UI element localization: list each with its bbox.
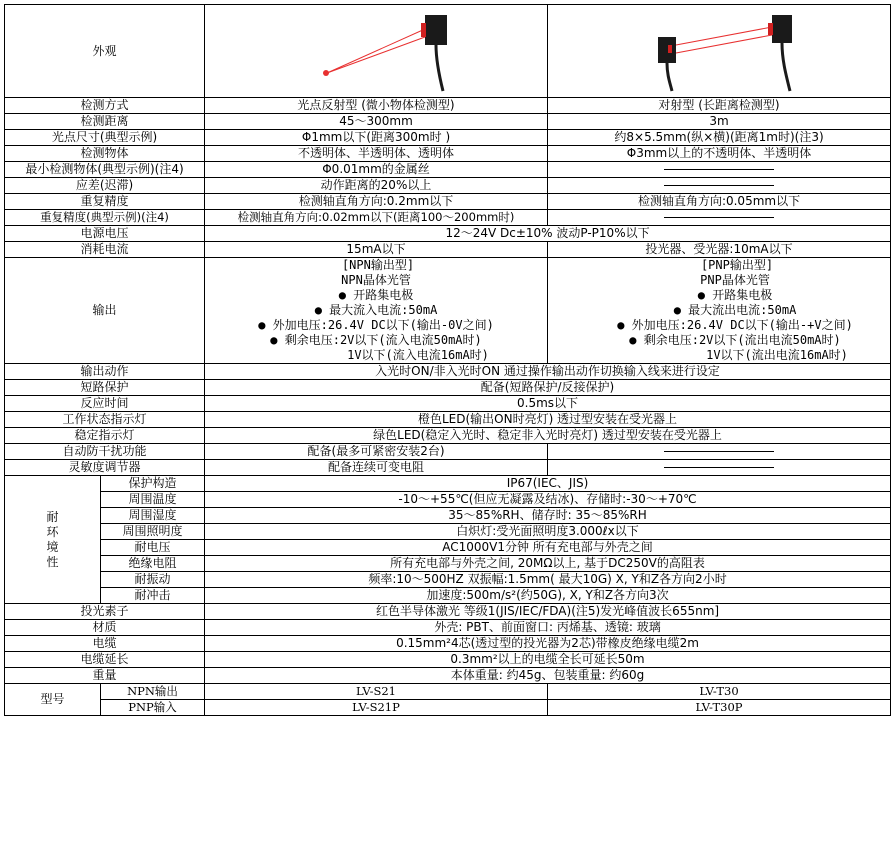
detect-object-b: Φ3mm以上的不透明体、半透明体 — [548, 146, 891, 162]
material-value: 外壳: PBT、前面窗口: 丙烯基、透镜: 玻璃 — [205, 620, 891, 636]
sens-adj-a: 配备连续可变电阻 — [205, 460, 548, 476]
detect-method-label: 检测方式 — [5, 98, 205, 114]
output-npn-line: ● 开路集电极 — [338, 288, 414, 302]
repeat-typ-a: 检测轴直角方向:0.02mm以下(距离100～200mm时) — [205, 210, 548, 226]
output-npn-line: ● 剩余电压:2V以下(流入电流50mA时) — [270, 333, 482, 347]
na-dash — [664, 451, 774, 452]
reflective-sensor-image — [205, 5, 548, 98]
output-npn-line: [NPN输出型] — [341, 258, 415, 272]
spot-size-a: Φ1mm以下(距离300m时 ) — [205, 130, 548, 146]
env-label: 周围照明度 — [101, 524, 205, 540]
spot-size-b: 约8×5.5mm(纵×横)(距离1m时)(注3) — [548, 130, 891, 146]
output-action-value: 入光时ON/非入光时ON 通过操作输出动作切换输入线来进行设定 — [205, 364, 891, 380]
power-label: 电源电压 — [5, 226, 205, 242]
anti-interf-a: 配备(最多可紧密安装2台) — [205, 444, 548, 460]
env-label: 耐振动 — [101, 572, 205, 588]
env-value: IP67(IEC、JIS) — [205, 476, 891, 492]
response-value: 0.5ms以下 — [205, 396, 891, 412]
env-label: 周围温度 — [101, 492, 205, 508]
repeat-typ-label: 重复精度(典型示例)(注4) — [5, 210, 205, 226]
response-label: 反应时间 — [5, 396, 205, 412]
output-pnp-line: ● 外加电压:26.4V DC以下(输出-+V之间) — [617, 318, 853, 332]
short-label: 短路保护 — [5, 380, 205, 396]
env-value: 加速度:500m/s²(约50G), X, Y和Z各方向3次 — [205, 588, 891, 604]
min-object-a: Φ0.01mm的金属丝 — [205, 162, 548, 178]
output-label: 输出 — [5, 258, 205, 364]
na-dash — [664, 185, 774, 186]
sens-adj-label: 灵敏度调节器 — [5, 460, 205, 476]
emitter-label: 投光素子 — [5, 604, 205, 620]
env-value: 白炽灯:受光面照明度3.000ℓx以下 — [205, 524, 891, 540]
through-beam-sensor-icon — [550, 5, 889, 93]
output-npn-line: ● 外加电压:26.4V DC以下(输出-0V之间) — [258, 318, 494, 332]
model-pnp-b: LV-T30P — [548, 700, 891, 716]
current-a: 15mA以下 — [205, 242, 548, 258]
model-pnp-a: LV-S21P — [205, 700, 548, 716]
anti-interf-label: 自动防干扰功能 — [5, 444, 205, 460]
repeat-typ-b — [548, 210, 891, 226]
cable-value: 0.15mm²4芯(透过型的投光器为2芯)带橡皮绝缘电缆2m — [205, 636, 891, 652]
env-label: 耐冲击 — [101, 588, 205, 604]
output-action-label: 输出动作 — [5, 364, 205, 380]
output-npn — [205, 258, 548, 364]
hysteresis-b — [548, 178, 891, 194]
cable-ext-label: 电缆延长 — [5, 652, 205, 668]
model-npn-a: LV-S21 — [205, 684, 548, 700]
spot-size-label: 光点尺寸(典型示例) — [5, 130, 205, 146]
min-object-b — [548, 162, 891, 178]
model-pnp-label: PNP输入 — [101, 700, 205, 716]
appearance-label: 外观 — [5, 5, 205, 98]
model-label: 型号 — [5, 684, 101, 716]
output-pnp-line: [PNP输出型] — [700, 258, 774, 272]
env-label: 绝缘电阻 — [101, 556, 205, 572]
sens-adj-b — [548, 460, 891, 476]
env-value: 频率:10～500HZ 双振幅:1.5mm( 最大10G) X, Y和Z各方向2小时 — [205, 572, 891, 588]
hysteresis-label: 应差(迟滞) — [5, 178, 205, 194]
current-b: 投光器、受光器:10mA以下 — [548, 242, 891, 258]
output-npn-line: 1V以下(流入电流16mA时) — [347, 348, 489, 362]
status-led-value: 橙色LED(输出ON时亮灯) 透过型安装在受光器上 — [205, 412, 891, 428]
output-pnp-line: 1V以下(流出电流16mA时) — [706, 348, 848, 362]
repeat-label: 重复精度 — [5, 194, 205, 210]
env-group-label — [5, 476, 101, 604]
cable-ext-value: 0.3mm²以上的电缆全长可延长50m — [205, 652, 891, 668]
detect-object-a: 不透明体、半透明体、透明体 — [205, 146, 548, 162]
output-pnp-line: ● 最大流出电流:50mA — [673, 303, 797, 317]
reflective-sensor-icon — [207, 5, 546, 93]
na-dash — [664, 217, 774, 218]
weight-label: 重量 — [5, 668, 205, 684]
model-npn-b: LV-T30 — [548, 684, 891, 700]
env-char: 环 — [46, 524, 59, 539]
output-pnp-line: ● 剩余电压:2V以下(流出电流50mA时) — [629, 333, 841, 347]
repeat-a: 检测轴直角方向:0.2mm以下 — [205, 194, 548, 210]
env-value: 35～85%RH、储存时: 35～85%RH — [205, 508, 891, 524]
env-value: -10～+55℃(但应无凝露及结冰)、存储时:-30～+70℃ — [205, 492, 891, 508]
detect-method-a: 光点反射型 (微小物体检测型) — [205, 98, 548, 114]
env-label: 周围湿度 — [101, 508, 205, 524]
cable-label: 电缆 — [5, 636, 205, 652]
detect-distance-b: 3m — [548, 114, 891, 130]
output-pnp-line: ● 开路集电极 — [697, 288, 773, 302]
na-dash — [664, 467, 774, 468]
weight-value: 本体重量: 约45g、包装重量: 约60g — [205, 668, 891, 684]
output-npn-line: NPN晶体光管 — [341, 273, 411, 287]
env-char: 性 — [46, 554, 59, 569]
output-npn-line: ● 最大流入电流:50mA — [314, 303, 438, 317]
stable-led-label: 稳定指示灯 — [5, 428, 205, 444]
min-object-label: 最小检测物体(典型示例)(注4) — [5, 162, 205, 178]
env-char: 境 — [46, 539, 59, 554]
spec-table — [4, 4, 891, 716]
through-beam-sensor-image — [548, 5, 891, 98]
status-led-label: 工作状态指示灯 — [5, 412, 205, 428]
emitter-value: 红色半导体激光 等级1(JIS/IEC/FDA)(注5)发光峰值波长655nm] — [205, 604, 891, 620]
detect-distance-a: 45～300mm — [205, 114, 548, 130]
detect-object-label: 检测物体 — [5, 146, 205, 162]
short-value: 配备(短路保护/反接保护) — [205, 380, 891, 396]
material-label: 材质 — [5, 620, 205, 636]
repeat-b: 检测轴直角方向:0.05mm以下 — [548, 194, 891, 210]
model-npn-label: NPN输出 — [101, 684, 205, 700]
detect-method-b: 对射型 (长距离检测型) — [548, 98, 891, 114]
current-label: 消耗电流 — [5, 242, 205, 258]
hysteresis-a: 动作距离的20%以上 — [205, 178, 548, 194]
anti-interf-b — [548, 444, 891, 460]
output-pnp — [548, 258, 891, 364]
detect-distance-label: 检测距离 — [5, 114, 205, 130]
env-char: 耐 — [46, 509, 59, 524]
env-label: 保护构造 — [101, 476, 205, 492]
env-value: AC1000V1分钟 所有充电部与外壳之间 — [205, 540, 891, 556]
stable-led-value: 绿色LED(稳定入光时、稳定非入光时亮灯) 透过型安装在受光器上 — [205, 428, 891, 444]
na-dash — [664, 169, 774, 170]
env-label: 耐电压 — [101, 540, 205, 556]
power-value: 12～24V Dc±10% 波动P-P10%以下 — [205, 226, 891, 242]
output-pnp-line: PNP晶体光管 — [700, 273, 770, 287]
env-value: 所有充电部与外壳之间, 20MΩ以上, 基于DC250V的高阻表 — [205, 556, 891, 572]
